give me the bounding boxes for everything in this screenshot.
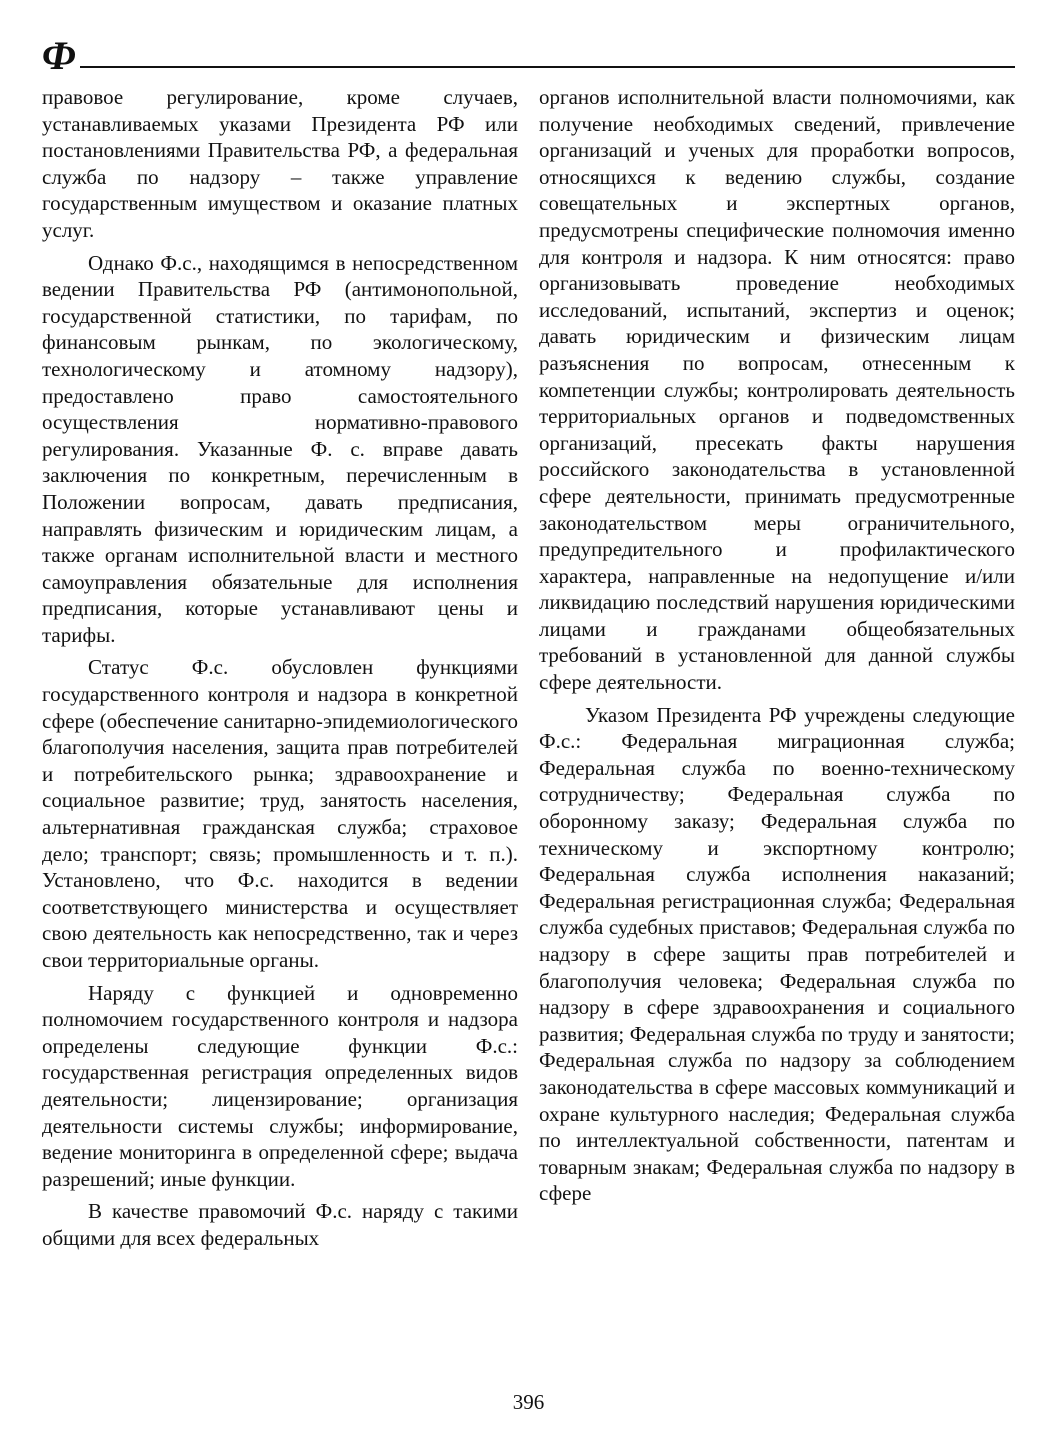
left-paragraph-3: Статус Ф.с. обусловлен функциями государственного контроля и надзора в конкретной сфере (обеспечение санитарно-эпидемиологического благополучия населения, защита прав потребителей и потребительского рынка; здравоохранение и социальное развитие; труд, занятость населения, альтернативная гражданская служба; страховое дело; транспорт; связь; промышленность и т. п.). Установлено, что Ф.с. находится в ведении соответствующего министерства и осуществляет свою деятельность как непосредственно, так и через свои территориальные органы. — [42, 655, 518, 972]
right-paragraph-2: Указом Президента РФ учреждены следующие Ф.с.: Федеральная миграционная служба; Федеральная служба по военно-техническому сотрудничеству; Федеральная служба по оборонному заказу; Федеральная служба по техническому и экспортному контролю; Федеральная служба исполнения наказаний; Федеральная регистрационная служба; Федеральная служба судебных приставов; Федеральная служба по надзору в сфере защиты прав потребителей и благополучия человека; Федеральная служба по надзору в сфере здравоохранения и социального развития; Федеральная служба по труду и занятости; Федеральная служба по надзору за соблюдением законодательства в сфере массовых коммуникаций и охране культурного наследия; Федеральная служба по интеллектуальной собственности, патентам и товарным знакам; Федеральная служба по надзору в сфере — [539, 702, 1015, 1206]
header-rule — [80, 66, 1015, 68]
left-paragraph-1: правовое регулирование, кроме случаев, устанавливаемых указами Президента РФ или постановлениями Правительства РФ, а федеральная служба по надзору – также управление государственным имуществом и оказание платных услуг. — [42, 85, 518, 242]
left-paragraph-2: Однако Ф.с., находящимся в непосредственном ведении Правительства РФ (антимонопольной, государственной статистики, по тарифам, по финансовым рынкам, по экологическому, технологическому и атомному надзору), предоставлено право самостоятельного осуществления нормативно-правового регулирования. Указанные Ф. с. вправе давать заключения по конкретным, перечисленным в Положении вопросам, давать предписания, направлять физическим и юридическим лицам, а также органам исполнительной власти и местного самоуправления обязательные для исполнения предписания, которые устанавливают цены и тарифы. — [42, 250, 518, 647]
left-paragraph-5: В качестве правомочий Ф.с. наряду с такими общими для всех федеральных — [42, 1199, 518, 1250]
left-column — [42, 84, 518, 1334]
running-head-letter: Ф — [42, 33, 77, 78]
left-paragraph-4: Наряду с функцией и одновременно полномочием государственного контроля и надзора определены следующие функции Ф.с.: государственная регистрация определенных видов деятельности; лицензирование; организация деятельности системы службы; информирование, ведение мониторинга в определенной сфере; выдача разрешений; иные функции. — [42, 980, 518, 1191]
right-column — [539, 84, 1015, 1334]
right-paragraph-1: органов исполнительной власти полномочиями, как получение необходимых сведений, привлечение организаций и ученых для проработки вопросов, относящихся к ведению службы, создание совещательных и экспертных органов, предусмотрены специфические полномочия именно для контроля и надзора. К ним относятся: право организовывать проведение необходимых исследований, испытаний, экспертиз и оценок; давать юридическим и физическим лицам разъяснения по вопросам, отнесенным к компетенции службы; контролировать деятельность территориальных органов и подведомственных организаций, пресекать факты нарушения российского законодательства в установленной сфере деятельности, принимать предусмотренные законодательством меры ограничительного, предупредительного и профилактического характера, направленные на недопущение и/или ликвидацию последствий нарушения юридическими лицами и гражданами общеобязательных требований в установленной для данной службы сфере деятельности. — [539, 85, 1015, 695]
page-number: 396 — [512, 1390, 545, 1414]
